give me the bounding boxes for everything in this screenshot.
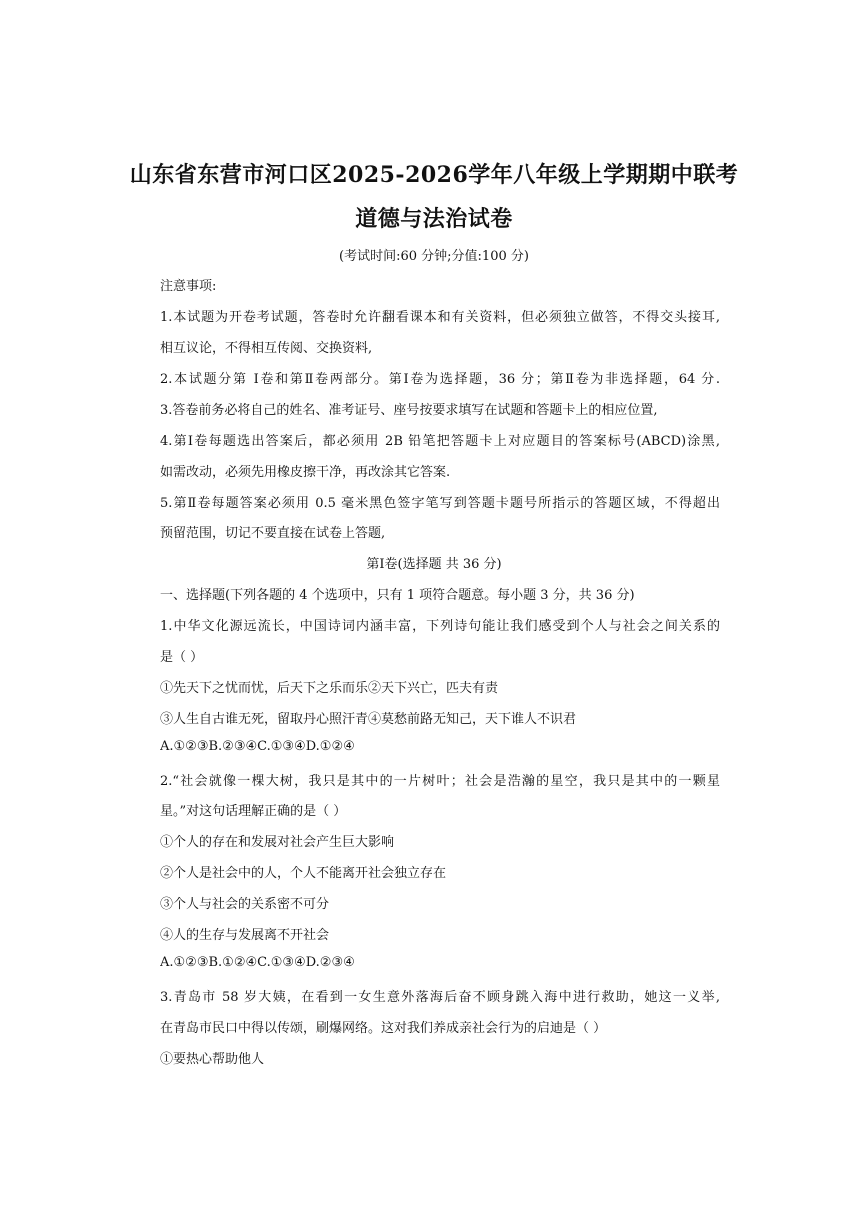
notice-line: 1.本试题为开卷考试题，答卷时允许翻看课本和有关资料，但必须独立做答，不得交头接耳,	[160, 310, 720, 325]
question-2-option: ②个人是社会中的人，个人不能离开社会独立存在	[160, 866, 447, 881]
section-instruction: 一、选择题(下列各题的 4 个选项中，只有 1 项符合题意。每小题 3 分，共 36 分)	[160, 588, 635, 603]
notice-line: 3.答卷前务必将自己的姓名、准考证号、座号按要求填写在试题和答题卡上的相应位置,	[160, 403, 658, 418]
notice-line: 4.第Ⅰ卷每题选出答案后，都必须用 2B 铅笔把答题卡上对应题目的答案标号(ABCD)涂黑,	[160, 434, 720, 449]
notice-line: 2.本试题分第 Ⅰ卷和第Ⅱ卷两部分。第Ⅰ卷为选择题，36 分；第Ⅱ卷为非选择题，64 分.	[160, 372, 720, 387]
exam-title: 山东省东营市河口区2025-2026学年八年级上学期期中联考	[129, 162, 739, 188]
question-3-stem: 3.青岛市 58 岁大姨，在看到一女生意外落海后奋不顾身跳入海中进行救助，她这一义举,	[160, 990, 720, 1005]
question-3-stem: 在青岛市民口中得以传颂，刷爆网络。这对我们养成亲社会行为的启迪是（ ）	[160, 1021, 607, 1036]
question-1-stem: 是（ ）	[160, 650, 204, 665]
question-2-stem: 星。”对这句话理解正确的是（ ）	[160, 804, 347, 819]
question-1-option: ①先天下之忧而忧，后天下之乐而乐②天下兴亡，匹夫有责	[160, 681, 499, 696]
question-1-option: ③人生自古谁无死，留取丹心照汗青④莫愁前路无知己，天下谁人不识君	[160, 712, 577, 727]
question-2-option: ①个人的存在和发展对社会产生巨大影响	[160, 835, 395, 850]
notice-line: 如需改动，必须先用橡皮擦干净，再改涂其它答案.	[160, 465, 451, 480]
notice-line: 预留范围，切记不要直接在试卷上答题,	[160, 526, 386, 541]
question-1-answers: A.①②③B.②③④C.①③④D.①②④	[160, 739, 355, 754]
question-1-stem: 1.中华文化源远流长，中国诗词内涵丰富，下列诗句能让我们感受到个人与社会之间关系的	[160, 619, 720, 634]
notice-heading: 注意事项:	[160, 279, 217, 294]
question-2-option: ④人的生存与发展离不开社会	[160, 928, 330, 943]
section-title: 第Ⅰ卷(选择题 共 36 分)	[366, 557, 502, 572]
notice-line: 相互议论，不得相互传阅、交换资料,	[160, 341, 373, 356]
question-2-option: ③个人与社会的关系密不可分	[160, 897, 330, 912]
question-3-option: ①要热心帮助他人	[160, 1052, 265, 1067]
question-2-stem: 2.“社会就像一棵大树，我只是其中的一片树叶；社会是浩瀚的星空，我只是其中的一颗星	[160, 774, 720, 789]
exam-info: (考试时间:60 分钟;分值:100 分)	[339, 249, 529, 264]
notice-line: 5.第Ⅱ卷每题答案必须用 0.5 毫米黑色签字笔写到答题卡题号所指示的答题区域，不得超出	[160, 496, 720, 511]
exam-subject: 道德与法治试卷	[355, 206, 513, 232]
question-2-answers: A.①②③B.①②④C.①③④D.②③④	[160, 955, 355, 970]
